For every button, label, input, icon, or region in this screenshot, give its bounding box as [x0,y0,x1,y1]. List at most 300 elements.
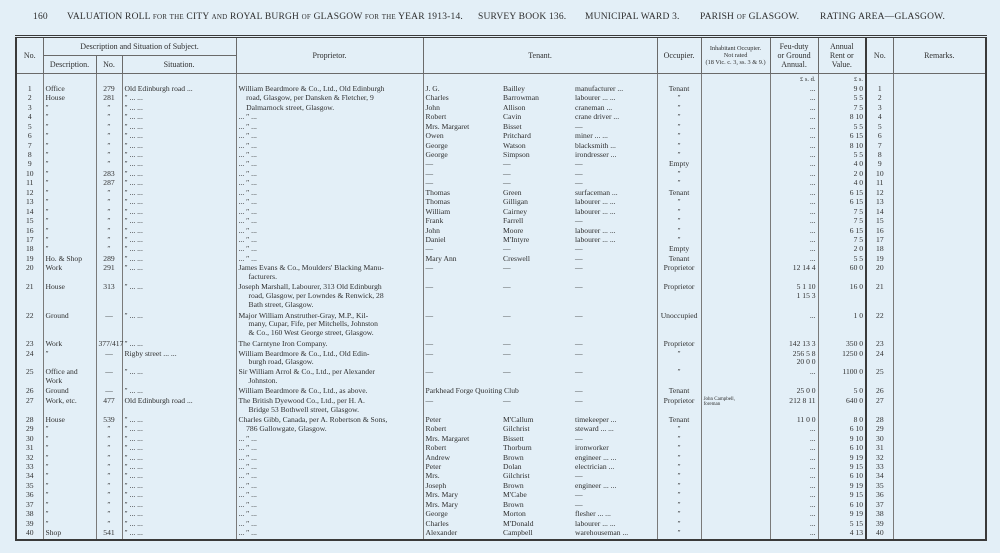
tenant-first-name: Mrs. [423,472,501,481]
tenant-occupation: labourer ... ... [573,198,657,207]
survey-book: SURVEY BOOK 136. [478,12,567,22]
tenant-first-name: — [423,264,501,283]
tenant-occupation: labourer ... ... [573,208,657,217]
remarks [893,94,986,103]
situation: ″ ... ... [122,463,236,472]
tenant-occupation: — [573,501,657,510]
street-number: ″ [96,142,122,151]
tenant-surname: Bisset [503,121,522,131]
remarks [893,104,986,113]
row-number-right: 31 [866,444,893,453]
occupier: Empty [657,160,701,169]
col-header-annual-rent: Annual Rent or Value. [818,37,866,74]
situation: ″ ... ... [122,104,236,113]
occupier: Empty [657,245,701,254]
proprietor: ... ″ ... [236,435,423,444]
remarks [893,217,986,226]
annual-rent: 6 10 [818,472,866,481]
row-number-right: 8 [866,151,893,160]
feu-duty: ... [770,208,818,217]
inhabitant-occupier [701,255,770,264]
blank-cell [423,539,501,540]
proprietor: ... ″ ... [236,189,423,198]
situation: Old Edinburgh road ... [122,85,236,94]
inhabitant-occupier [701,416,770,425]
feu-duty: 142 13 3 [770,340,818,349]
tenant-first-name: — [423,170,501,179]
blank-cell [818,539,866,540]
inhabitant-occupier [701,104,770,113]
row-number: 3 [16,104,43,113]
inhabitant-occupier [701,520,770,529]
annual-rent: 4 0 [818,179,866,188]
description: House [43,94,96,103]
tenant-first-name: — [423,350,501,369]
description: Ground [43,387,96,396]
tenant-first-name: J. G. [423,85,501,94]
remarks [893,340,986,349]
annual-rent: 5 0 [818,387,866,396]
row-number-right: 1 [866,85,893,94]
feu-duty: 25 0 0 [770,387,818,396]
tenant-first-name: Robert [423,113,501,122]
proprietor: ... ″ ... [236,236,423,245]
inhabitant-occupier [701,151,770,160]
description: House [43,416,96,425]
street-number: 477 [96,397,122,416]
inhabitant-occupier [701,236,770,245]
feu-duty: ... [770,113,818,122]
tenant-first-name: Mrs. Margaret [423,123,501,132]
street-number: — [96,312,122,340]
blank-cell [501,539,573,540]
tenant-surname: — [503,339,511,349]
situation: ″ ... ... [122,123,236,132]
feu-duty: ... [770,189,818,198]
remarks [893,245,986,254]
occupier: Tenant [657,387,701,396]
annual-rent: 5 15 [818,520,866,529]
remarks [893,529,986,538]
tenant-occupation: — [573,350,657,369]
row-number-right: 6 [866,132,893,141]
table-row [16,142,986,151]
row-number-right: 9 [866,160,893,169]
feu-duty: ... [770,368,818,387]
row-number: 38 [16,510,43,519]
tenant-occupation: blacksmith ... [573,142,657,151]
feu-duty: ... [770,529,818,538]
proprietor: ... ″ ... [236,132,423,141]
inhabitant-occupier [701,227,770,236]
annual-rent: 6 10 [818,444,866,453]
inhabitant-occupier [701,189,770,198]
occupier: ″ [657,472,701,481]
occupier: ″ [657,444,701,453]
remarks [893,416,986,425]
row-number: 14 [16,208,43,217]
occupier: ″ [657,236,701,245]
tenant-first-name: — [423,340,501,349]
annual-rent: 6 15 [818,132,866,141]
tenant-first-name: George [423,142,501,151]
feu-duty: 12 14 4 [770,264,818,283]
feu-duty: ... [770,179,818,188]
tenant-surname: Cairney [503,206,528,216]
tenant-occupation: — [573,283,657,311]
remarks [893,520,986,529]
tenant-first-name: John [423,227,501,236]
situation: ″ ... ... [122,245,236,254]
street-number: ″ [96,520,122,529]
row-number: 27 [16,397,43,416]
description: Ho. & Shop [43,255,96,264]
description: ″ [43,245,96,254]
proprietor: ... ″ ... [236,113,423,122]
col-header-remarks: Remarks. [893,37,986,74]
description: Work, etc. [43,397,96,416]
tenant-surname: — [503,367,511,377]
table-row [16,529,986,538]
tenant-first-name: Thomas [423,189,501,198]
feu-duty: ... [770,491,818,500]
feu-duty: ... [770,236,818,245]
occupier: ″ [657,170,701,179]
valuation-roll-table [15,35,987,541]
proprietor: James Evans & Co., Moulders' Blacking Manu- facturers. [236,264,423,283]
situation: ″ ... ... [122,368,236,387]
description: Office [43,85,96,94]
tenant-first-name: Peter [423,416,501,425]
inhabitant-occupier [701,179,770,188]
description: Shop [43,529,96,538]
row-number: 12 [16,189,43,198]
tenant-occupation: engineer ... ... [573,454,657,463]
tenant-surname: — [503,263,511,273]
row-number-right: 28 [866,416,893,425]
feu-duty: ... [770,227,818,236]
tenant-occupation: — [573,123,657,132]
tenant-occupation: steward ... ... [573,425,657,434]
occupier: Tenant [657,255,701,264]
row-number: 35 [16,482,43,491]
table-row [16,94,986,103]
proprietor: ... ″ ... [236,198,423,207]
tenant-surname: — [503,244,511,254]
inhabitant-occupier [701,510,770,519]
row-number: 30 [16,435,43,444]
row-number-right: 34 [866,472,893,481]
feu-duty: ... [770,482,818,491]
situation: ″ ... ... [122,170,236,179]
annual-rent: 5 5 [818,123,866,132]
row-number-right: 30 [866,435,893,444]
street-number: 313 [96,283,122,311]
occupier: ″ [657,520,701,529]
feu-duty: ... [770,463,818,472]
street-number: ″ [96,132,122,141]
annual-rent: 6 15 [818,227,866,236]
proprietor: William Beardmore & Co., Ltd., Old Edinburgh [236,85,423,94]
situation: ″ ... ... [122,472,236,481]
col-header-tenant: Tenant. [423,37,657,74]
tenant-occupation: warehouseman ... [573,529,657,538]
tenant-surname: Gilligan [503,197,528,207]
remarks [893,312,986,340]
feu-duty: ... [770,501,818,510]
description: ″ [43,520,96,529]
table-row [16,85,986,94]
parish: PARISH of GLASGOW. [700,12,800,22]
row-number: 24 [16,350,43,369]
row-number-right: 3 [866,104,893,113]
row-number-right: 32 [866,454,893,463]
annual-rent: 16 0 [818,283,866,311]
blank-cell [893,539,986,540]
remarks [893,198,986,207]
row-number-right: 23 [866,340,893,349]
remarks [893,208,986,217]
blank-cell [122,539,236,540]
tenant-first-name: — [423,245,501,254]
situation: ″ ... ... [122,94,236,103]
tenant-surname: Allison [503,102,526,112]
description: ″ [43,208,96,217]
remarks [893,510,986,519]
inhabitant-occupier [701,283,770,311]
tenant-occupation: — [573,472,657,481]
inhabitant-occupier [701,208,770,217]
table-row [16,482,986,491]
tenant-occupation: flesher ... ... [573,510,657,519]
occupier: Proprietor [657,340,701,349]
row-number-right: 39 [866,520,893,529]
situation: ″ ... ... [122,264,236,283]
tenant-surname: Brown [503,452,524,462]
tenant-occupation: craneman ... [573,104,657,113]
row-number-right: 14 [866,208,893,217]
row-number-right: 38 [866,510,893,519]
situation: ″ ... ... [122,387,236,396]
row-number-right: 2 [866,94,893,103]
annual-rent: 7 5 [818,104,866,113]
tenant-occupation: — [573,255,657,264]
annual-rent: 60 0 [818,264,866,283]
tenant-first-name: — [423,179,501,188]
tenant-occupation: irondresser ... [573,151,657,160]
row-number: 32 [16,454,43,463]
situation: ″ ... ... [122,151,236,160]
remarks [893,491,986,500]
tenant-occupation: — [573,397,657,416]
annual-rent: 5 5 [818,151,866,160]
tenant-surname: Watson [503,140,526,150]
proprietor: Sir William Arrol & Co., Ltd., per Alexander Johnston. [236,368,423,387]
description: Work [43,340,96,349]
street-number: ″ [96,501,122,510]
tenant-surname: Green [503,187,522,197]
row-number: 15 [16,217,43,226]
tenant-surname: Pritchard [503,131,531,141]
row-number-right: 10 [866,170,893,179]
feu-duty: ... [770,94,818,103]
description: ″ [43,510,96,519]
tenant-occupation: — [573,217,657,226]
row-number-right: 11 [866,179,893,188]
row-number: 9 [16,160,43,169]
street-number: — [96,350,122,369]
occupier: ″ [657,142,701,151]
tenant-first-name: John [423,104,501,113]
row-number-right: 33 [866,463,893,472]
col-header-description: Description. [43,56,96,74]
remarks [893,425,986,434]
proprietor: Charles Gibb, Canada, per A. Robertson & Sons, [236,416,423,425]
blank-cell [96,539,122,540]
row-number: 37 [16,501,43,510]
tenant-surname: Creswell [503,253,531,263]
inhabitant-occupier [701,529,770,538]
tenant-surname: Cavin [503,112,522,122]
tenant-surname: Brown [503,499,524,509]
occupier: Tenant [657,189,701,198]
inhabitant-occupier [701,85,770,94]
table-row [16,501,986,510]
table-row [16,283,986,311]
tenant-occupation: — [573,160,657,169]
remarks [893,151,986,160]
feu-duty: ... [770,435,818,444]
feu-duty: ... [770,255,818,264]
inhabitant-occupier [701,472,770,481]
table-row [16,179,986,188]
col-header-occupier: Occupier. [657,37,701,74]
tenant-first-name: Andrew [423,454,501,463]
description: ″ [43,491,96,500]
row-number-right: 4 [866,113,893,122]
situation: ″ ... ... [122,142,236,151]
remarks [893,463,986,472]
description: ″ [43,132,96,141]
feu-duty: ... [770,104,818,113]
annual-rent: 8 10 [818,142,866,151]
tenant-first-name: Robert [423,425,501,434]
tenant-first-name: Thomas [423,198,501,207]
description: ″ [43,425,96,434]
situation: Old Edinburgh road ... [122,397,236,416]
row-number: 13 [16,198,43,207]
proprietor: Major William Anstruther-Gray, M.P., Kil- many, Cupar, Fife, per Mitchells, Johnston & Co., 160 West George street, Glasgow. [236,312,423,340]
proprietor: ... ″ ... [236,482,423,491]
tenant-surname: Brown [503,480,524,490]
street-number: ″ [96,104,122,113]
table-row [16,217,986,226]
description: ″ [43,189,96,198]
situation: ″ ... ... [122,160,236,169]
street-number: ″ [96,472,122,481]
tenant-occupation: — [573,435,657,444]
occupier: ″ [657,491,701,500]
tenant-surname: Campbell [503,528,533,538]
tenant-occupation: — [573,170,657,179]
inhabitant-occupier [701,454,770,463]
tenant-surname: Bissett [503,433,524,443]
tenant-occupation: — [573,264,657,283]
feu-duty: 212 8 11 [770,397,818,416]
feu-duty: ... [770,510,818,519]
row-number: 7 [16,142,43,151]
proprietor: ... ″ ... [236,454,423,463]
annual-rent: 5 5 [818,255,866,264]
tenant-first-name: Owen [423,132,501,141]
tenant-occupation: miner ... ... [573,132,657,141]
street-number: 281 [96,94,122,103]
tenant-first-name: Mrs. Mary [423,491,501,500]
inhabitant-occupier [701,264,770,283]
street-number: ″ [96,454,122,463]
description: ″ [43,217,96,226]
remarks [893,482,986,491]
street-number: ″ [96,189,122,198]
occupier: Tenant [657,85,701,94]
tenant-occupation: — [573,368,657,387]
inhabitant-occupier [701,142,770,151]
proprietor: ... ″ ... [236,444,423,453]
remarks [893,501,986,510]
blank-filler-row [16,539,986,540]
col-header-inhabitant-occupier: Inhabitant Occupier. Not rated (18 Vic. c. 3, ss. 3 & 9.) [701,37,770,74]
tenant-occupation: timekeeper ... [573,416,657,425]
occupier: ″ [657,510,701,519]
occupier: ″ [657,463,701,472]
situation: ″ ... ... [122,529,236,538]
occupier: ″ [657,123,701,132]
tenant-first-name: Peter [423,463,501,472]
table-row [16,123,986,132]
row-number-right: 35 [866,482,893,491]
tenant-surname: M'Donald [503,518,534,528]
annual-rent: 9 19 [818,454,866,463]
col-header-no: No. [16,37,43,74]
tenant-first-name: — [423,397,501,416]
feu-duty: ... [770,132,818,141]
situation: Rigby street ... ... [122,350,236,369]
table-row [16,189,986,198]
street-number: 279 [96,85,122,94]
proprietor: ... ″ ... [236,245,423,254]
tenant-first-name: Robert [423,444,501,453]
row-number-right: 16 [866,227,893,236]
occupier: Proprietor [657,264,701,283]
annual-rent: 7 5 [818,217,866,226]
occupier: ″ [657,454,701,463]
situation: ″ ... ... [122,482,236,491]
rating-area: RATING AREA—GLASGOW. [820,12,946,22]
remarks [893,236,986,245]
remarks [893,113,986,122]
tenant-surname: Dolan [503,462,522,471]
inhabitant-occupier: John Campbell, foreman [701,397,770,416]
remarks [893,397,986,416]
tenant-surname: Bailley [503,83,525,93]
col-header-situation: Situation. [122,56,236,74]
feu-duty: ... [770,123,818,132]
row-number: 18 [16,245,43,254]
table-row [16,350,986,369]
page-number: 160 [33,12,48,22]
description: ″ [43,236,96,245]
row-number-right: 12 [866,189,893,198]
